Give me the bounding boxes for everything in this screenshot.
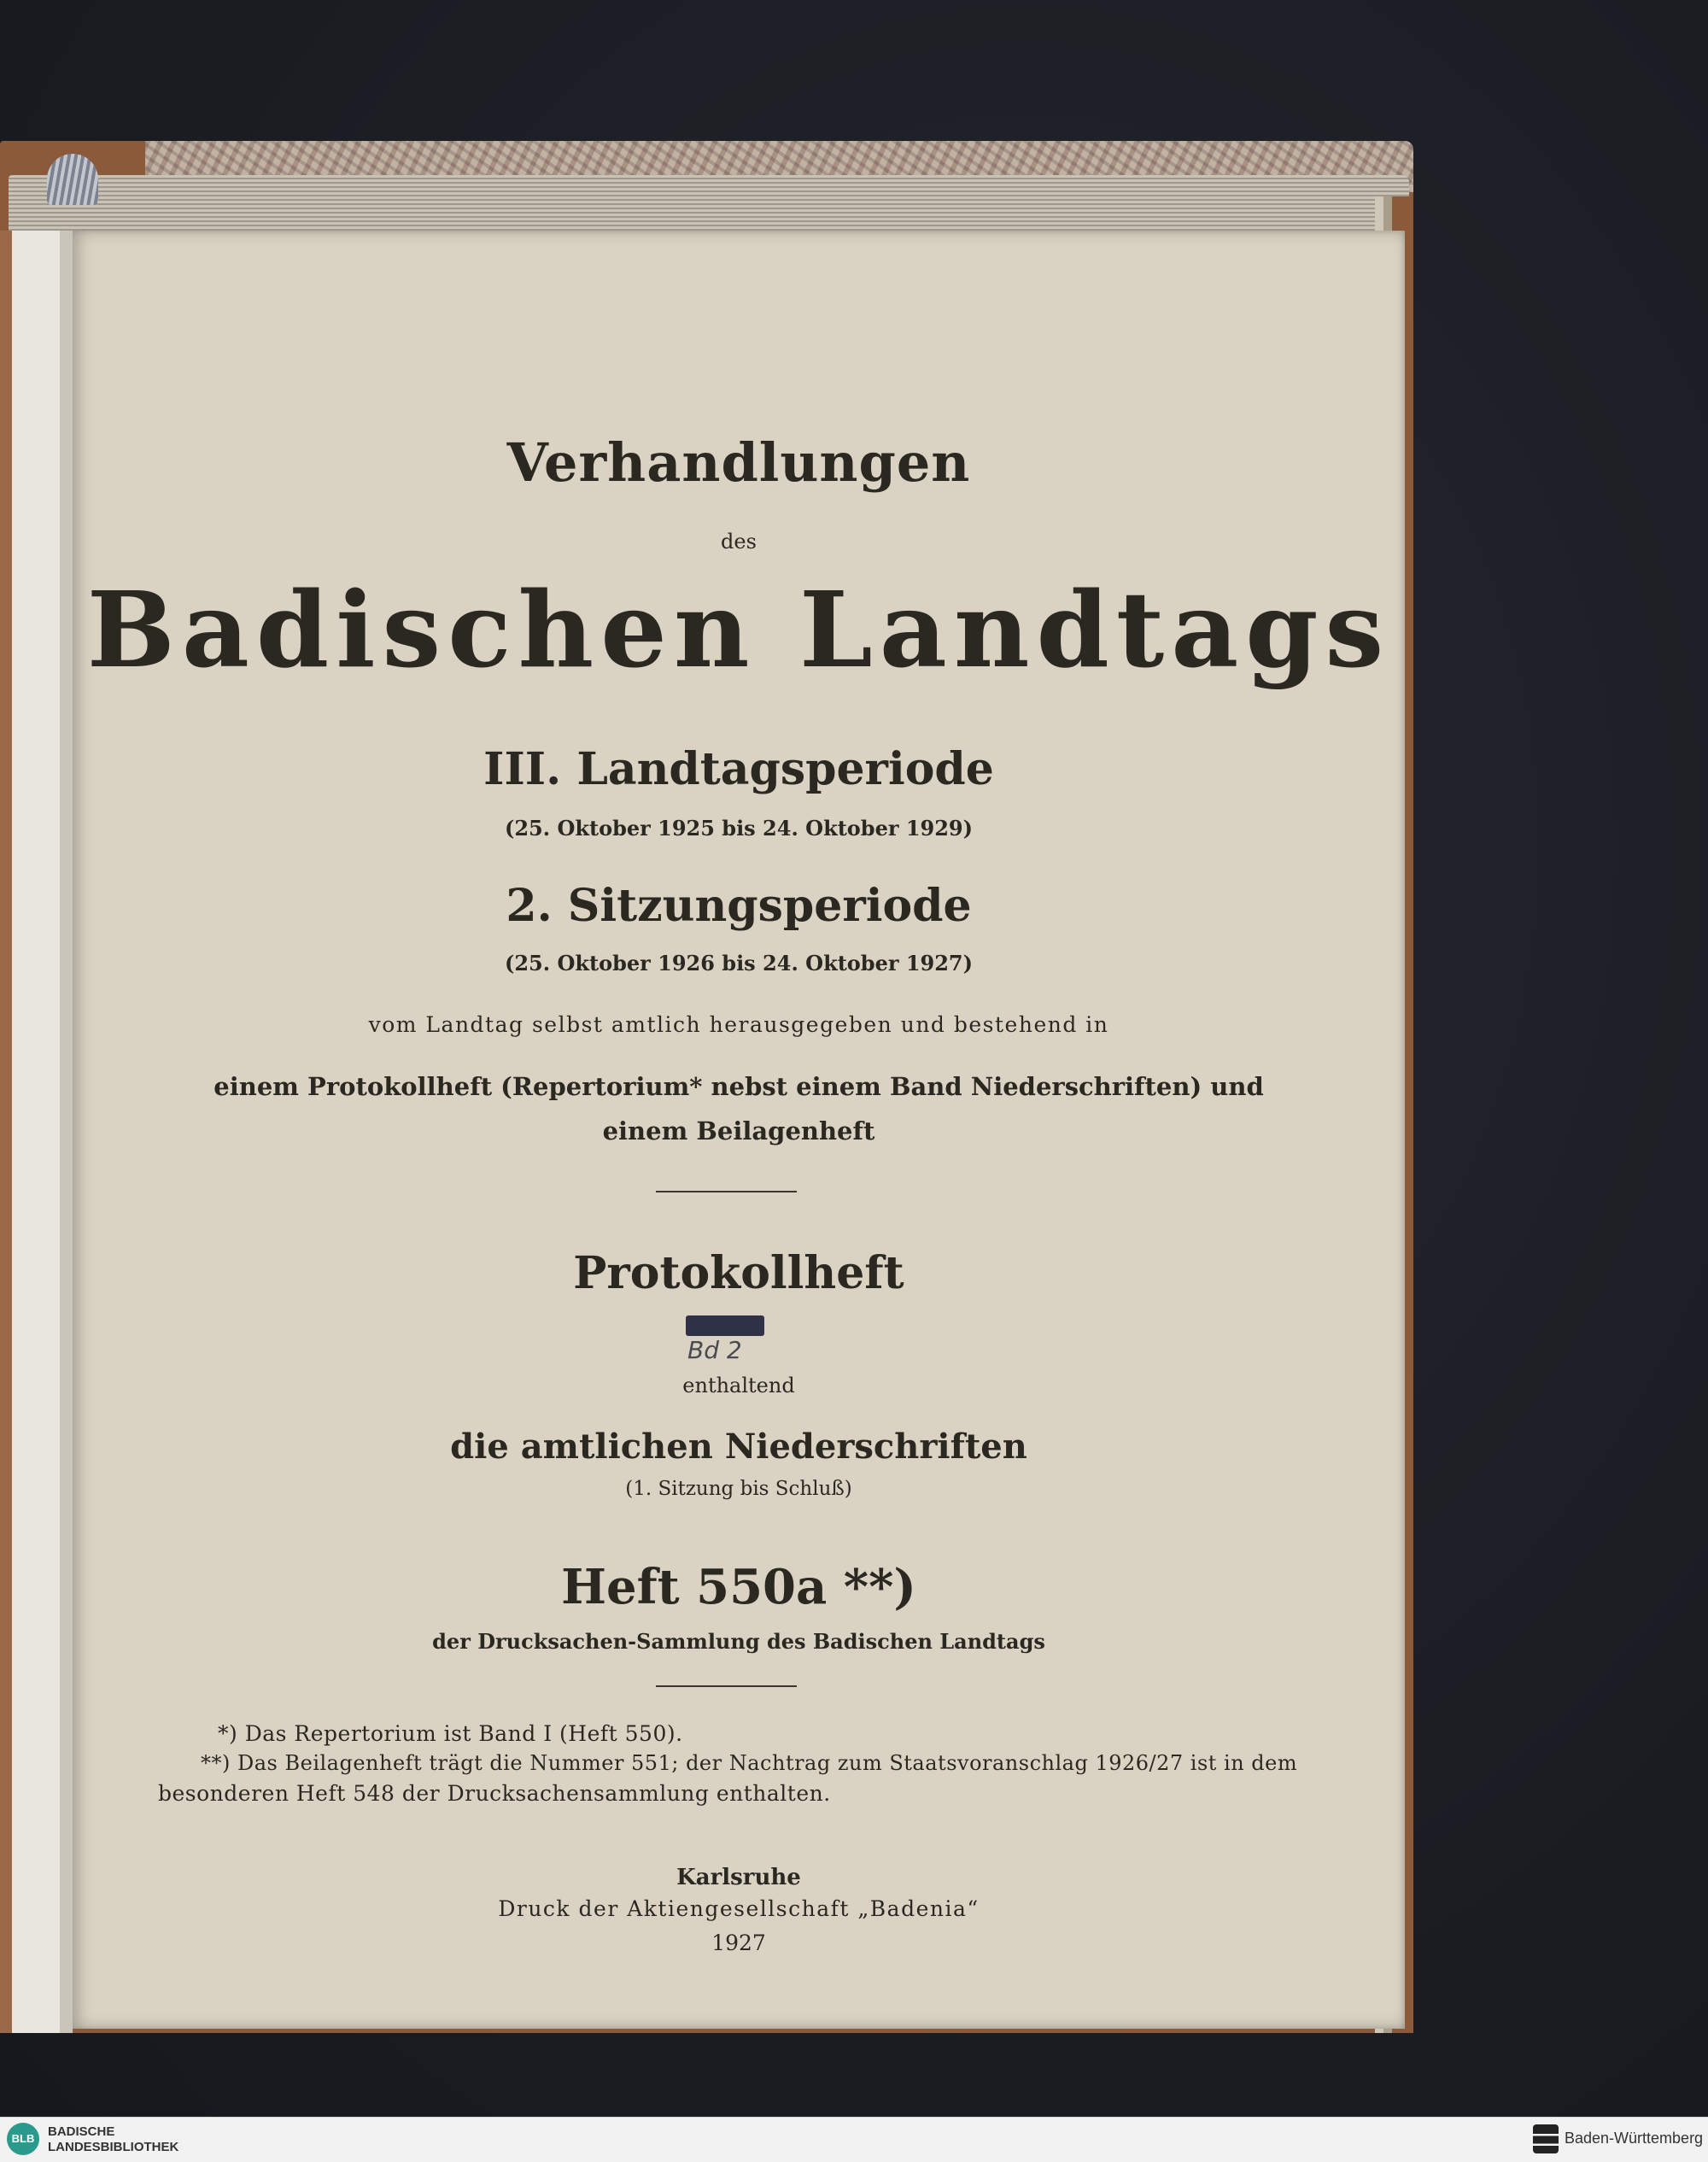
bookmark-ribbon bbox=[47, 154, 98, 205]
library-name-line-2: LANDESBIBLIOTHEK bbox=[48, 2140, 179, 2154]
divider-rule-1 bbox=[656, 1191, 797, 1192]
title-badischen-landtags: Badischen Landtags bbox=[86, 568, 1391, 691]
heft-number: Heft 550a **) bbox=[561, 1559, 916, 1615]
page-stack-edge bbox=[9, 175, 1409, 235]
title-des: des bbox=[721, 530, 757, 554]
library-name bbox=[48, 2124, 178, 2155]
divider-rule-2 bbox=[656, 1685, 797, 1687]
minutes-title: die amtlichen Niederschriften bbox=[450, 1427, 1027, 1467]
handwritten-note: Bd 2 bbox=[687, 1336, 742, 1364]
coat-of-arms-icon bbox=[1533, 2124, 1559, 2153]
collection-line: der Drucksachen-Sammlung des Badischen Landtags bbox=[432, 1629, 1045, 1654]
footer-bar bbox=[0, 2117, 1708, 2162]
library-name-line-1: BADISCHE bbox=[48, 2124, 115, 2139]
contents-line-2: einem Beilagenheft bbox=[602, 1116, 875, 1145]
sitzungsperiode: 2. Sitzungsperiode bbox=[506, 880, 972, 932]
footnote-2-line-1: **) Das Beilagenheft trägt die Nummer 551; der Nachtrag zum Staatsvoranschlag 1926/27 ist in dem bbox=[201, 1751, 1298, 1775]
ink-blot-stamp bbox=[686, 1315, 764, 1336]
left-leaves bbox=[0, 231, 73, 2033]
section-protokollheft: Protokollheft bbox=[573, 1247, 904, 1299]
sitzungsperiode-dates: (25. Oktober 1926 bis 24. Oktober 1927) bbox=[504, 951, 973, 976]
footnote-1: *) Das Repertorium ist Band I (Heft 550). bbox=[218, 1721, 683, 1746]
printer-line: Druck der Aktiengesellschaft „Badenia“ bbox=[498, 1896, 980, 1921]
blb-logo-icon: BLB bbox=[7, 2123, 39, 2155]
minutes-range: (1. Sitzung bis Schluß) bbox=[625, 1478, 852, 1500]
year-line: 1927 bbox=[711, 1931, 766, 1955]
containing-label: enthaltend bbox=[682, 1374, 795, 1397]
footnote-2-line-2: besonderen Heft 548 der Drucksachensammlung enthalten. bbox=[158, 1781, 831, 1806]
landtagsperiode: III. Landtagsperiode bbox=[483, 743, 994, 795]
title-page bbox=[73, 231, 1405, 2029]
contents-line-1: einem Protokollheft (Repertorium* nebst einem Band Niederschriften) und bbox=[214, 1072, 1264, 1101]
state-label: Baden-Württemberg bbox=[1565, 2130, 1704, 2147]
title-verhandlungen: Verhandlungen bbox=[506, 431, 971, 494]
place-karlsruhe: Karlsruhe bbox=[676, 1865, 801, 1890]
landtagsperiode-dates: (25. Oktober 1925 bis 24. Oktober 1929) bbox=[504, 816, 973, 841]
published-line: vom Landtag selbst amtlich herausgegeben und bestehend in bbox=[368, 1012, 1109, 1037]
